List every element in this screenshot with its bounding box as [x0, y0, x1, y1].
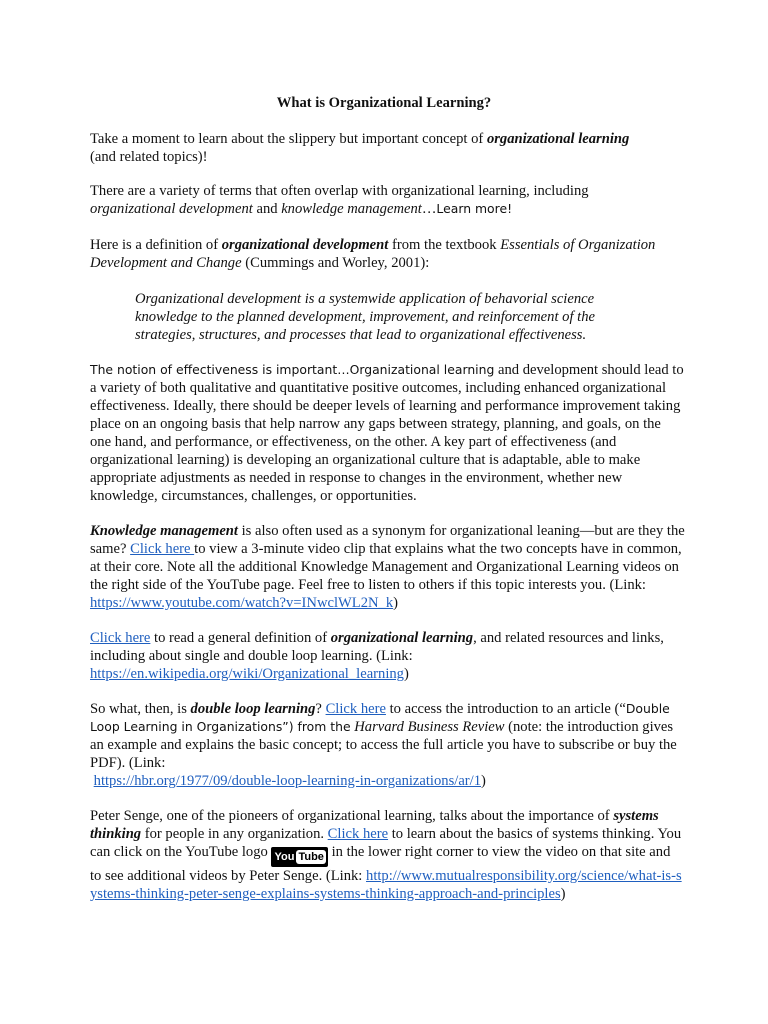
- emphasis: organizational development: [221, 237, 389, 253]
- emphasis: systems thinking: [90, 808, 659, 842]
- text: ): [393, 595, 399, 611]
- knowledge-management-paragraph: [90, 522, 685, 612]
- terms-paragraph: [90, 182, 685, 218]
- text: , and related resources and links, including about single and double loop learning. (Link:: [90, 630, 664, 664]
- journal-title: Harvard Business Review: [354, 719, 505, 735]
- hbr-click-here-link[interactable]: Click here: [325, 701, 386, 717]
- emphasis: knowledge management: [281, 201, 422, 217]
- text: (Cummings and Worley, 2001):: [241, 255, 430, 271]
- wikipedia-url-link[interactable]: https://en.wikipedia.org/wiki/Organizational_learning: [90, 666, 404, 682]
- intro-paragraph: [90, 130, 685, 166]
- text: Here is a definition of: [90, 237, 222, 253]
- emphasis: double loop learning: [190, 701, 316, 717]
- text: to access the introduction to an article (“: [385, 701, 626, 717]
- text: to learn about the basics of systems thinking. You can click on the YouTube logo: [90, 826, 682, 860]
- youtube-logo-icon: [271, 847, 327, 867]
- text: in the lower right corner to view the video on that site and to see additional videos by Peter Senge. (Link:: [90, 844, 671, 884]
- text: from the textbook: [388, 237, 501, 253]
- youtube-url-link[interactable]: https://www.youtube.com/watch?v=INwclWL2N_k: [90, 595, 394, 611]
- text: to view a 3-minute video clip that explains what the two concepts have in common, at their core. Note all the additional Knowledge Management and Organizational Learning videos on the right side of the YouTube page. Feel free to listen to others if this topic interests you. (Link:: [90, 541, 682, 593]
- emphasis: organizational learning: [486, 131, 630, 147]
- text: Take a moment to learn about the slippery but important concept of: [90, 131, 487, 147]
- book-title: Essentials of Organization Development and Change: [90, 237, 656, 271]
- text: and development should lead to a variety of both qualitative and quantitative positive outcomes, including enhanced organizational effectiveness. Ideally, there should be deeper levels of learning and performance improvement taking place on an ongoing basis that help narrow any gaps between strategy, planning, and goals, on the one hand, and performance, or effectiveness, on the other. A key part of effectiveness (and organizational learning) is developing an organizational culture that is adaptable, able to make appropriate adjustments as needed in response to changes in the environment, whether new knowledge, circumstances, challenges, or opportunities.: [90, 362, 684, 504]
- text: ?: [315, 701, 326, 717]
- article-title: Double Loop Learning in Organizations”) from the: [90, 701, 670, 734]
- text: (note: the introduction gives an example and explains the basic concept; to access the full article you have to subscribe or buy the PDF). (Link:: [90, 719, 677, 771]
- text: for people in any organization.: [141, 826, 328, 842]
- text: is also often used as a synonym for organizational leaning—but are they the same?: [90, 523, 685, 557]
- effectiveness-lead: The notion of effectiveness is important…Organizational learning: [90, 362, 495, 377]
- text: There are a variety of terms that often overlap with organizational learning, including: [90, 183, 589, 199]
- double-loop-paragraph: [90, 700, 685, 790]
- page-title: What is Organizational Learning?: [276, 95, 492, 111]
- definition-quote: Organizational development is a systemwide application of behavorial science knowledge to the planned development, improvement, and reinforcement of the strategies, structures, and processes that lead to organizational effectiveness.: [135, 291, 595, 343]
- text: So what, then, is: [90, 701, 191, 717]
- text: …: [421, 201, 437, 217]
- emphasis: organizational learning: [330, 630, 474, 646]
- hbr-url-link[interactable]: https://hbr.org/1977/09/double-loop-learning-in-organizations/ar/1: [93, 773, 482, 789]
- organizational-learning-paragraph: [90, 629, 685, 683]
- text: ): [481, 773, 486, 789]
- text: ): [403, 666, 409, 682]
- text: to read a general definition of: [150, 630, 331, 646]
- text: and: [252, 201, 282, 217]
- text: (and related topics)!: [90, 149, 208, 165]
- wikipedia-click-here-link[interactable]: Click here: [90, 630, 151, 646]
- video-click-here-link[interactable]: Click here: [130, 541, 195, 557]
- emphasis: Knowledge management: [90, 523, 238, 539]
- youtube-logo-you: You: [274, 851, 295, 863]
- systems-thinking-paragraph: [90, 807, 685, 903]
- effectiveness-paragraph: [90, 361, 685, 505]
- learn-more-text: Learn more!: [436, 201, 513, 216]
- youtube-logo-tube: Tube: [298, 851, 324, 863]
- text: Peter Senge, one of the pioneers of organizational learning, talks about the importance of: [90, 808, 614, 824]
- mutual-responsibility-url-link[interactable]: http://www.mutualresponsibility.org/science/what-is-systems-thinking-peter-senge-explains-systems-thinking-approach-and-principles: [90, 868, 682, 902]
- emphasis: organizational development: [90, 201, 253, 217]
- text: ): [560, 886, 566, 902]
- definition-intro-paragraph: [90, 236, 685, 272]
- systems-click-here-link[interactable]: Click here: [327, 826, 389, 842]
